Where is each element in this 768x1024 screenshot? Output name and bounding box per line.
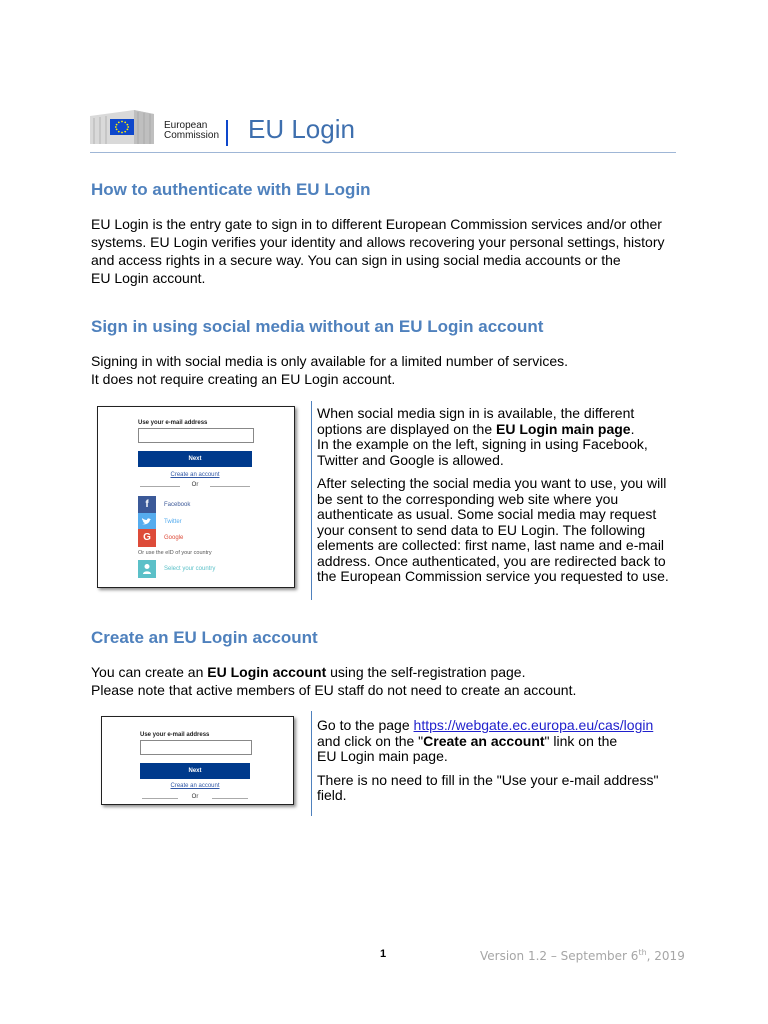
create-intro-line-1: You can create an EU Login account using the self-registration page.	[91, 664, 526, 680]
social-media-explanation	[317, 406, 679, 585]
section-heading-create-account: Create an EU Login account	[91, 628, 318, 647]
intro-line: EU Login account.	[91, 270, 206, 286]
create-account-explanation	[317, 718, 679, 804]
email-field	[140, 740, 252, 755]
separator-left	[140, 486, 180, 487]
logo-divider	[226, 120, 228, 146]
social-intro-line: It does not require creating an EU Login account.	[91, 371, 396, 387]
explanation-paragraph-1: When social media sign in is available, the different options are displayed on the EU Login main page. In the example on the left, signing in using Facebook, Twitter and Google is allowed.	[317, 405, 648, 468]
next-button: Next	[140, 763, 250, 779]
create-note: There is no need to fill in the "Use your e-mail address" field.	[317, 771, 659, 803]
login-screenshot-create	[101, 716, 294, 805]
page-title: EU Login	[248, 114, 355, 144]
logo-text	[164, 121, 219, 141]
side-divider-1	[311, 401, 312, 600]
separator-right	[210, 486, 250, 487]
page-header	[90, 104, 676, 153]
or-label: Or	[191, 794, 199, 800]
social-intro-line: Signing in with social media is only available for a limited number of services.	[91, 353, 568, 369]
email-label: Use your e-mail address	[138, 420, 208, 426]
separator-right	[212, 798, 248, 799]
create-account-link: Create an account	[170, 472, 220, 478]
logo-line-2: Commission	[164, 130, 220, 141]
person-icon	[138, 560, 156, 578]
intro-line: and access rights in a secure way. You can sign in using social media accounts or the	[91, 252, 621, 268]
logo-line-1: European	[164, 120, 208, 131]
side-divider-2	[311, 711, 312, 816]
facebook-label: Facebook	[164, 502, 191, 508]
eid-hint: Or use the eID of your country	[138, 550, 212, 556]
intro-line: systems. EU Login verifies your identity and allows recovering your personal settings, history	[91, 234, 665, 250]
explanation-paragraph-2: After selecting the social media you want to use, you will be sent to the corresponding web site where you authenticate as usual. Some social media may request your consent to send data to EU Login. The following elements are collected: first name, last name and e-mail address. Once authenticated, you are redirected back to the European Commission service you requested to use.	[317, 475, 669, 584]
version-info: Version 1.2 – September 6th, 2019	[480, 948, 685, 963]
social-media-intro	[91, 352, 691, 388]
google-icon: G	[138, 529, 156, 547]
page-number: 1	[380, 948, 387, 960]
section-heading-social-media: Sign in using social media without an EU Login account	[91, 317, 544, 336]
login-page-link[interactable]: https://webgate.ec.europa.eu/cas/login	[413, 717, 654, 733]
login-screenshot-social	[97, 406, 295, 588]
next-button: Next	[138, 451, 252, 467]
google-label: Google	[164, 535, 184, 541]
or-label: Or	[191, 482, 199, 488]
facebook-icon: f	[138, 496, 156, 514]
european-commission-logo	[90, 106, 230, 146]
twitter-label: Twitter	[164, 519, 182, 525]
commission-building-icon	[90, 106, 154, 144]
create-intro-line-2: Please note that active members of EU staff do not need to create an account.	[91, 682, 577, 698]
separator-left	[142, 798, 178, 799]
create-account-link: Create an account	[170, 783, 220, 789]
create-account-intro	[91, 663, 691, 699]
email-label: Use your e-mail address	[140, 732, 210, 738]
email-field	[138, 428, 254, 443]
select-country-label: Select your country	[164, 566, 216, 572]
create-instructions: Go to the page https://webgate.ec.europa.eu/cas/login and click on the "Create an account" link on the EU Login main page.	[317, 717, 654, 764]
intro-paragraph	[91, 215, 691, 287]
section-heading-authenticate: How to authenticate with EU Login	[91, 180, 371, 199]
intro-line: EU Login is the entry gate to sign in to different European Commission services and/or other	[91, 216, 662, 232]
